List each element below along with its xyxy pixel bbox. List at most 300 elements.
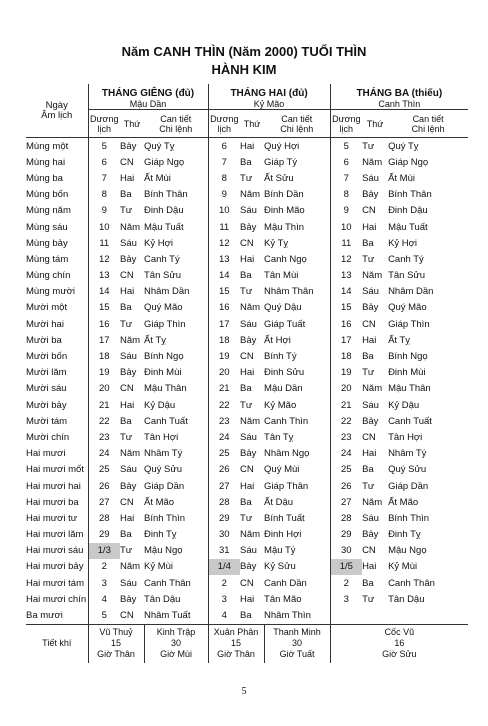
- table-row: [26, 397, 468, 413]
- weekday: Bảy: [362, 189, 379, 201]
- table-row: [26, 413, 468, 429]
- solar-day: 21: [218, 383, 230, 395]
- tiet-khi-day: 30: [292, 638, 303, 649]
- col-thu-header: Thứ: [120, 110, 144, 138]
- weekday: CN: [240, 577, 254, 589]
- month-canchi: Canh Thìn: [378, 99, 421, 109]
- month-canchi: Mậu Dần: [129, 99, 167, 109]
- lunar-day-label: Mười bảy: [26, 397, 88, 413]
- solar-day: 3: [101, 577, 107, 589]
- can-chi: Canh Ngọ: [264, 251, 330, 267]
- solar-day: [330, 607, 362, 624]
- can-chi: Canh Tuất: [388, 415, 432, 427]
- solar-day: 4: [221, 610, 227, 622]
- table-row: [26, 284, 468, 300]
- month-header-3: [330, 84, 468, 110]
- weekday: Ba: [362, 464, 374, 476]
- tiet-khi-name: Xuân Phân: [213, 627, 259, 638]
- weekday: Tư: [362, 140, 375, 152]
- table-row: [26, 138, 468, 155]
- solar-day: 24: [218, 431, 230, 443]
- tiet-khi-cell: [264, 624, 330, 663]
- table-row: [26, 235, 468, 251]
- can-chi: Quý Tỵ: [144, 138, 208, 155]
- weekday: Hai: [240, 367, 255, 379]
- solar-day: 21: [98, 399, 110, 411]
- lunar-day-label: Mười sáu: [26, 381, 88, 397]
- weekday: Sáu: [362, 399, 379, 411]
- weekday: Tư: [362, 253, 375, 265]
- tiet-khi-cell: [88, 624, 144, 663]
- can-chi: Canh Tuất: [144, 413, 208, 429]
- solar-day: 11: [219, 221, 230, 233]
- can-chi: Đinh Dậu: [388, 205, 428, 217]
- lunar-day-label: Hai mươi chín: [26, 591, 88, 607]
- solar-day: 1/4: [208, 559, 240, 575]
- weekday: Tư: [240, 399, 253, 411]
- solar-day: 14: [218, 270, 230, 282]
- weekday: Năm: [362, 383, 383, 395]
- can-chi: Kỷ Sửu: [264, 559, 330, 575]
- can-chi: Nhâm Dần: [144, 284, 208, 300]
- can-chi: Nhâm Thìn: [264, 607, 330, 624]
- can-chi: Bính Dần: [264, 187, 330, 203]
- weekday: Hai: [120, 512, 135, 524]
- can-chi: Quý Sửu: [388, 464, 427, 476]
- col-can-header: Can tiết Chi lệnh: [264, 110, 330, 138]
- table-row: [26, 300, 468, 316]
- can-chi: Nhâm Ngọ: [264, 446, 330, 462]
- can-chi: Canh Dần: [264, 575, 330, 591]
- col-duong-header: Dương lịch: [330, 110, 362, 138]
- can-chi: Giáp Thân: [264, 478, 330, 494]
- can-chi: Tân Mùi: [264, 268, 330, 284]
- weekday: Năm: [120, 221, 141, 233]
- lunar-day-label: Mùng sáu: [26, 219, 88, 235]
- solar-day: 13: [341, 270, 352, 282]
- table-row: [26, 332, 468, 348]
- can-chi: Tân Mão: [264, 591, 330, 607]
- solar-day: 23: [98, 431, 110, 443]
- can-chi: Bính Thìn: [144, 510, 208, 526]
- solar-day: 16: [98, 318, 110, 330]
- can-chi: Giáp Tý: [264, 154, 330, 170]
- weekday: Hai: [240, 480, 255, 492]
- can-chi: Mậu Tuất: [388, 221, 428, 233]
- page-number: 5: [241, 686, 247, 697]
- solar-day: 23: [341, 431, 352, 443]
- can-chi: Quý Tỵ: [388, 140, 419, 152]
- can-chi: Canh Tý: [388, 253, 424, 265]
- weekday: Bảy: [120, 253, 137, 265]
- weekday: Năm: [362, 156, 383, 168]
- solar-day: 29: [341, 529, 352, 541]
- can-chi: Mậu Ngọ: [388, 545, 427, 557]
- solar-day: 24: [98, 448, 110, 460]
- can-chi: Đinh Tỵ: [144, 527, 208, 543]
- weekday: Hai: [240, 593, 255, 605]
- can-chi: [388, 607, 468, 624]
- solar-day: 27: [98, 496, 110, 508]
- can-chi: Ất Mùi: [388, 172, 415, 184]
- table-row: [26, 268, 468, 284]
- can-chi: Ất Hợi: [264, 332, 330, 348]
- solar-day: 16: [218, 302, 230, 314]
- table-row: [26, 381, 468, 397]
- solar-day: 14: [98, 286, 110, 298]
- solar-day: 20: [341, 383, 352, 395]
- weekday: Ba: [120, 415, 132, 427]
- tiet-khi-name: Thanh Minh: [273, 627, 321, 638]
- tiet-khi-cell: [330, 624, 468, 663]
- solar-day: 19: [98, 367, 110, 379]
- lunar-day-label: Hai mươi: [26, 446, 88, 462]
- solar-day: 29: [98, 529, 110, 541]
- can-chi: Kỷ Hợi: [144, 235, 208, 251]
- solar-day: 7: [221, 156, 227, 168]
- solar-day: 2: [101, 561, 107, 573]
- weekday: Tư: [240, 286, 253, 298]
- lunar-day-label: Ba mươi: [26, 607, 88, 624]
- can-chi: Giáp Dần: [388, 480, 429, 492]
- weekday: Bảy: [362, 415, 379, 427]
- solar-day: 28: [341, 512, 352, 524]
- can-chi: Kỷ Dậu: [388, 399, 420, 411]
- solar-day: 5: [101, 140, 107, 152]
- weekday: Ba: [120, 189, 132, 201]
- solar-day: 3: [343, 593, 349, 605]
- solar-day: 15: [98, 302, 110, 314]
- solar-day: 9: [101, 205, 107, 217]
- solar-day: 18: [98, 351, 110, 363]
- weekday: Năm: [240, 189, 261, 201]
- solar-day: 20: [98, 383, 110, 395]
- can-chi: Đinh Mão: [264, 203, 330, 219]
- can-chi: Canh Tý: [144, 251, 208, 267]
- solar-day: 30: [341, 545, 352, 557]
- weekday: Bảy: [240, 448, 257, 460]
- weekday: Sáu: [362, 286, 379, 298]
- tiet-khi-day: 15: [110, 638, 121, 649]
- month-name: THÁNG GIÊNG (đủ): [101, 88, 195, 99]
- can-chi: Giáp Dần: [144, 478, 208, 494]
- weekday: CN: [120, 496, 134, 508]
- can-chi: Mậu Tuất: [144, 219, 208, 235]
- can-chi: Bính Ngọ: [144, 348, 208, 364]
- solar-day: 26: [98, 480, 110, 492]
- table-row: [26, 478, 468, 494]
- weekday: Năm: [120, 561, 141, 573]
- can-chi: Quý Mão: [144, 300, 208, 316]
- table-row: [26, 543, 468, 559]
- weekday: CN: [362, 318, 376, 330]
- solar-day: 9: [343, 205, 349, 217]
- can-chi: Ất Sửu: [264, 170, 330, 186]
- weekday: Sáu: [120, 577, 137, 589]
- weekday: Bảy: [120, 367, 137, 379]
- can-chi: Kỷ Mùi: [144, 559, 208, 575]
- solar-day: 6: [101, 156, 107, 168]
- can-chi: Ất Mão: [144, 494, 208, 510]
- solar-day: 22: [218, 399, 230, 411]
- lunar-day-label: Hai mươi hai: [26, 478, 88, 494]
- weekday: Năm: [362, 270, 383, 282]
- solar-day: 25: [218, 448, 230, 460]
- solar-day: 8: [343, 189, 349, 201]
- table-row: [26, 607, 468, 624]
- lunar-day-label: Mười tám: [26, 413, 88, 429]
- weekday: Sáu: [120, 464, 137, 476]
- can-chi: Giáp Ngọ: [144, 154, 208, 170]
- tiet-khi-label: Tiết khí: [26, 624, 88, 663]
- solar-day: 7: [101, 172, 107, 184]
- tiet-khi-hour: Giờ Thân: [217, 649, 255, 660]
- can-chi: Tân Sửu: [388, 270, 426, 282]
- table-row: [26, 203, 468, 219]
- weekday: Tư: [240, 172, 253, 184]
- solar-day: 4: [101, 593, 107, 605]
- solar-day: 27: [218, 480, 230, 492]
- can-chi: Mậu Thân: [144, 381, 208, 397]
- weekday: CN: [120, 156, 134, 168]
- weekday: Bảy: [240, 561, 257, 573]
- table-row: [26, 446, 468, 462]
- table-row: [26, 219, 468, 235]
- lunar-day-label: Hai mươi tám: [26, 575, 88, 591]
- solar-day: 3: [221, 593, 227, 605]
- solar-day: 7: [343, 172, 349, 184]
- table-row: [26, 575, 468, 591]
- lunar-day-label: Mùng mười: [26, 284, 88, 300]
- can-chi: Kỷ Dậu: [144, 397, 208, 413]
- lunar-day-label: Mùng tám: [26, 251, 88, 267]
- tiet-khi-name: Vũ Thuỷ: [99, 627, 133, 638]
- solar-day: 13: [98, 270, 110, 282]
- can-chi: Kỷ Tỵ: [264, 235, 330, 251]
- solar-day: 30: [218, 529, 230, 541]
- can-chi: Kỷ Hợi: [388, 237, 417, 249]
- table-row: [26, 170, 468, 186]
- can-chi: Giáp Tuất: [264, 316, 330, 332]
- can-chi: Tân Sửu: [144, 268, 208, 284]
- weekday: CN: [362, 431, 376, 443]
- weekday: CN: [120, 383, 134, 395]
- solar-day: 10: [341, 221, 352, 233]
- can-chi: Quý Dậu: [264, 300, 330, 316]
- weekday: Sáu: [240, 205, 257, 217]
- tiet-khi-name: Kinh Trập: [156, 627, 196, 638]
- tiet-khi-day: 16: [394, 638, 405, 649]
- solar-day: 17: [98, 334, 110, 346]
- solar-day: 12: [218, 237, 230, 249]
- weekday: Ba: [240, 383, 252, 395]
- weekday: Hai: [362, 561, 377, 573]
- weekday: Tư: [362, 367, 375, 379]
- weekday: Bảy: [120, 480, 137, 492]
- weekday: Hai: [362, 334, 377, 346]
- solar-day: 8: [101, 189, 107, 201]
- weekday: Hai: [240, 253, 255, 265]
- solar-day: 23: [218, 415, 230, 427]
- weekday: Hai: [362, 221, 377, 233]
- weekday: CN: [362, 545, 376, 557]
- lunar-day-label: Mười bốn: [26, 348, 88, 364]
- weekday: Sáu: [362, 172, 379, 184]
- can-chi: Nhâm Tý: [388, 448, 427, 460]
- can-chi: Kỷ Mão: [264, 397, 330, 413]
- can-chi: Mậu Thìn: [264, 219, 330, 235]
- month-name: THÁNG BA (thiếu): [356, 88, 443, 99]
- weekday: Tư: [362, 593, 375, 605]
- can-chi: Nhâm Thân: [264, 284, 330, 300]
- solar-day: 17: [218, 318, 230, 330]
- page-subtitle: HÀNH KIM: [211, 62, 277, 77]
- solar-day: 25: [98, 464, 110, 476]
- can-chi: Giáp Ngọ: [388, 156, 429, 168]
- solar-day: 25: [341, 464, 352, 476]
- col-can-header: Can tiết Chi lệnh: [388, 110, 468, 138]
- row-label-header: Ngày Âm lịch: [26, 84, 88, 138]
- can-chi: Tân Dậu: [388, 593, 425, 605]
- can-chi: Nhâm Tý: [144, 446, 208, 462]
- weekday: Hai: [240, 140, 255, 152]
- lunar-day-label: Mười hai: [26, 316, 88, 332]
- weekday: Ba: [120, 529, 132, 541]
- page-title: Năm CANH THÌN (Năm 2000) TUỔI THÌN: [121, 44, 367, 59]
- can-chi: Nhâm Tuất: [144, 607, 208, 624]
- can-chi: Ất Dậu: [264, 494, 330, 510]
- table-row: [26, 494, 468, 510]
- solar-day: 31: [218, 545, 230, 557]
- month-name: THÁNG HAI (đủ): [230, 88, 308, 99]
- tiet-khi-hour: Giờ Tuất: [279, 649, 315, 660]
- solar-day: 18: [218, 334, 230, 346]
- weekday: Ba: [362, 577, 374, 589]
- solar-day: 19: [218, 351, 230, 363]
- weekday: Năm: [362, 496, 383, 508]
- solar-day: 19: [341, 367, 352, 379]
- can-chi: Tân Tỵ: [264, 429, 330, 445]
- solar-day: 11: [341, 237, 352, 249]
- can-chi: Đinh Hợi: [264, 527, 330, 543]
- solar-day: 17: [341, 334, 352, 346]
- month-header-2: [208, 84, 330, 110]
- weekday: Bảy: [362, 302, 379, 314]
- weekday: Hai: [120, 399, 135, 411]
- solar-day: 8: [221, 172, 227, 184]
- solar-day: 2: [343, 577, 349, 589]
- can-chi: Bính Tý: [264, 348, 330, 364]
- weekday: Hai: [120, 286, 135, 298]
- weekday: Tư: [120, 431, 133, 443]
- lunar-day-label: Mùng bốn: [26, 187, 88, 203]
- can-chi: Bính Tuất: [264, 510, 330, 526]
- tiet-khi-hour: Giờ Mùi: [160, 649, 192, 660]
- solar-day: 6: [221, 140, 227, 152]
- can-chi: Quý Sửu: [144, 462, 208, 478]
- can-chi: Đinh Mùi: [144, 365, 208, 381]
- weekday: Năm: [240, 415, 261, 427]
- lunar-day-label: Hai mươi ba: [26, 494, 88, 510]
- weekday: Sáu: [240, 318, 257, 330]
- tiet-khi-hour: Giờ Thân: [97, 649, 135, 660]
- can-chi: Tân Hợi: [388, 431, 423, 443]
- solar-day: 27: [341, 496, 352, 508]
- weekday: Sáu: [362, 512, 379, 524]
- table-row: [26, 510, 468, 526]
- can-chi: Quý Mùi: [264, 462, 330, 478]
- lunar-day-label: Mười chín: [26, 429, 88, 445]
- weekday: Năm: [120, 448, 141, 460]
- solar-day: 13: [218, 253, 230, 265]
- weekday: Sáu: [240, 431, 257, 443]
- tiet-khi-day: 30: [171, 638, 182, 649]
- can-chi: Mậu Dần: [264, 381, 330, 397]
- can-chi: Mậu Ngọ: [144, 543, 208, 559]
- solar-day: 29: [218, 512, 230, 524]
- table-row: [26, 348, 468, 364]
- col-duong-header: Dương lịch: [208, 110, 240, 138]
- weekday: CN: [240, 464, 254, 476]
- month-canchi: Kỷ Mão: [253, 99, 285, 109]
- tiet-khi-cell: [208, 624, 264, 663]
- weekday: Ba: [362, 237, 374, 249]
- can-chi: Ất Tỵ: [388, 334, 411, 346]
- can-chi: Bính Ngọ: [388, 351, 428, 363]
- solar-day: 21: [341, 399, 352, 411]
- weekday: Ba: [362, 351, 374, 363]
- can-chi: Kỷ Mùi: [388, 561, 418, 573]
- lunar-day-label: Mười một: [26, 300, 88, 316]
- solar-day: 6: [343, 156, 349, 168]
- lunar-day-label: Hai mươi bảy: [26, 559, 88, 575]
- solar-day: 1/3: [88, 543, 120, 559]
- lunar-day-label: Mùng chín: [26, 268, 88, 284]
- solar-day: 26: [341, 480, 352, 492]
- solar-day: 14: [341, 286, 352, 298]
- weekday: Hai: [120, 172, 135, 184]
- table-row: [26, 429, 468, 445]
- table-row: [26, 251, 468, 267]
- col-thu-header: Thứ: [240, 110, 264, 138]
- solar-day: 9: [221, 189, 227, 201]
- solar-day: 26: [218, 464, 230, 476]
- lunar-day-label: Mùng một: [26, 138, 88, 155]
- solar-day: 5: [101, 610, 107, 622]
- solar-day: 12: [98, 253, 110, 265]
- solar-day: 1/5: [330, 559, 362, 575]
- weekday: Ba: [240, 610, 252, 622]
- table-row: [26, 365, 468, 381]
- weekday: CN: [240, 237, 254, 249]
- can-chi: Ất Mão: [388, 496, 419, 508]
- can-chi: Đinh Sửu: [264, 365, 330, 381]
- weekday: Sáu: [240, 545, 257, 557]
- solar-day: 10: [98, 221, 110, 233]
- weekday: Bảy: [120, 140, 137, 152]
- solar-day: 2: [221, 577, 227, 589]
- weekday: Bảy: [240, 334, 257, 346]
- can-chi: Mậu Thân: [388, 383, 431, 395]
- lunar-day-label: Mười ba: [26, 332, 88, 348]
- table-row: [26, 187, 468, 203]
- solar-day: 20: [218, 367, 230, 379]
- weekday: Bảy: [120, 593, 137, 605]
- solar-day: 10: [218, 205, 230, 217]
- weekday: Năm: [240, 529, 261, 541]
- table-row: [26, 154, 468, 170]
- lunar-day-label: Hai mươi tư: [26, 510, 88, 526]
